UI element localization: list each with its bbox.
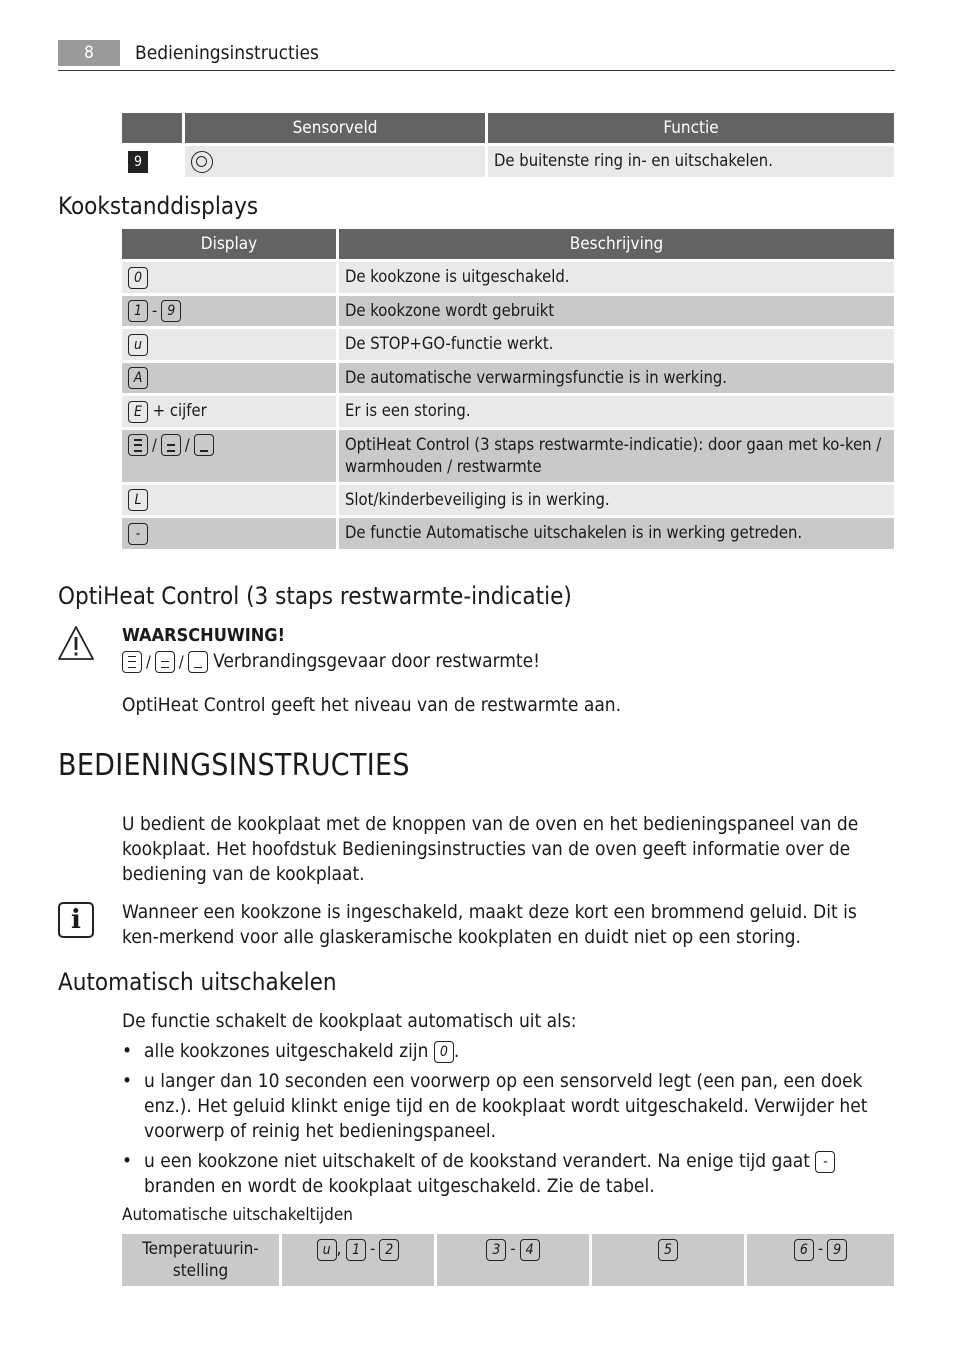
display-a-icon: A (128, 367, 148, 389)
sensor-table (119, 110, 897, 180)
range-dash: - (370, 1239, 376, 1258)
bullet-text: u een kookzone niet uitschakelt of de kookstand verandert. Na enige tijd gaat (144, 1150, 810, 1172)
display-9-icon: 9 (827, 1239, 847, 1261)
display-desc: De automatische verwarmingsfunctie is in werking. (339, 363, 894, 394)
heat-level-1-icon (188, 651, 208, 673)
bullet-after: . (453, 1040, 460, 1062)
warning-title: WAARSCHUWING! (122, 625, 285, 646)
display-9-icon: 9 (161, 300, 181, 322)
display-u-icon: u (317, 1239, 337, 1261)
table-caption: Automatische uitschakeltijden (122, 1205, 353, 1225)
display-2-icon: 2 (379, 1239, 399, 1261)
display-0-icon: 0 (128, 267, 148, 289)
bullet-text: alle kookzones uitgeschakeld zijn (144, 1040, 429, 1062)
display-table-header-display: Display (122, 229, 336, 259)
range-dash: - (152, 300, 158, 320)
ring-icon (191, 151, 213, 173)
list-item (122, 1039, 897, 1064)
comma: , (336, 1239, 342, 1258)
warning-icon (56, 624, 96, 662)
display-desc: De kookzone wordt gebruikt (339, 296, 894, 327)
row-number: 9 (128, 151, 148, 173)
display-u-icon: u (128, 334, 148, 356)
display-3-icon: 3 (486, 1239, 506, 1261)
intro-paragraph: U bedient de kookplaat met de knoppen van de oven en het bedieningspaneel van de kookplaat. Het hoofdstuk Bedieningsinstructies van de oven geeft informatie over de bediening van de kookplaat. (122, 813, 859, 885)
info-icon: i (58, 902, 94, 938)
optiheat-note: OptiHeat Control geeft het niveau van de restwarmte aan. (122, 694, 622, 716)
display-table (119, 226, 897, 552)
heat-level-1-icon (194, 434, 214, 456)
display-desc: OptiHeat Control (3 staps restwarmte-indicatie): door gaan met ko-ken / warmhouden / restwarmte (339, 430, 894, 482)
plus-cijfer-label: + cijfer (152, 401, 207, 420)
info-text: Wanneer een kookzone is ingeschakeld, maakt deze kort een brommend geluid. Dit is ken-merkend voor alle glaskeramische kookplaten en duidt niet op een storing. (122, 901, 857, 948)
display-1-icon: 1 (346, 1239, 366, 1261)
list-item (122, 1069, 897, 1144)
heat-level-3-icon (128, 434, 148, 456)
display-4-icon: 4 (520, 1239, 540, 1261)
slash: / (184, 434, 190, 454)
range-dash: - (510, 1239, 516, 1258)
slash: / (146, 652, 151, 671)
display-l-icon: L (128, 489, 148, 511)
auto-intro: De functie schakelt de kookplaat automatisch uit als: (122, 1010, 577, 1032)
sensor-function: De buitenste ring in- en uitschakelen. (488, 146, 894, 177)
display-desc: Slot/kinderbeveiliging is in werking. (339, 485, 894, 516)
heading-automatisch-uitschakelen: Automatisch uitschakelen (58, 968, 337, 996)
heading-kookstanddisplays: Kookstanddisplays (58, 192, 259, 220)
heading-optiheat: OptiHeat Control (3 staps restwarmte-indicatie) (58, 582, 572, 610)
slash: / (152, 434, 157, 454)
heat-level-2-icon (155, 651, 175, 673)
header-divider (58, 70, 895, 71)
display-0-icon: 0 (434, 1041, 454, 1063)
display-dash-icon: - (815, 1151, 835, 1173)
bullet-text: u langer dan 10 seconden een voorwerp op een sensorveld legt (een pan, een doek enz.). Het geluid klinkt enige tijd en de kookplaat wordt uitgeschakeld. Verwijder het voorwerp of reinig het bedieningspaneel. (144, 1070, 868, 1142)
list-item (122, 1149, 897, 1199)
auto-off-table (119, 1231, 897, 1289)
heat-level-3-icon (122, 651, 142, 673)
heading-bedieningsinstructies: BEDIENINGSINSTRUCTIES (58, 748, 410, 783)
display-1-icon: 1 (128, 300, 148, 322)
display-5-icon: 5 (658, 1239, 678, 1261)
range-dash: - (817, 1239, 824, 1258)
sensor-table-header-sensorveld: Sensorveld (185, 113, 485, 143)
bullet-after: branden en wordt de kookplaat uitgeschakeld. Zie de tabel. (144, 1175, 655, 1197)
display-6-icon: 6 (794, 1239, 814, 1261)
sensor-table-header-functie: Functie (488, 113, 894, 143)
warning-text: Verbrandingsgevaar door restwarmte! (213, 650, 540, 672)
temp-setting-label: Temperatuurin-stelling (122, 1234, 279, 1286)
display-desc: De functie Automatische uitschakelen is in werking getreden. (339, 518, 894, 549)
display-dash-icon: - (128, 523, 148, 545)
heat-level-2-icon (161, 434, 181, 456)
display-desc: De kookzone is uitgeschakeld. (339, 262, 894, 293)
slash: / (178, 652, 184, 671)
sensor-table-header-empty (122, 113, 182, 143)
running-header: Bedieningsinstructies (135, 42, 319, 64)
display-desc: Er is een storing. (339, 396, 894, 427)
warning-line (122, 649, 540, 674)
auto-bullet-list (122, 1039, 897, 1204)
display-table-header-beschrijving: Beschrijving (339, 229, 894, 259)
display-e-icon: E (128, 401, 148, 423)
display-desc: De STOP+GO-functie werkt. (339, 329, 894, 360)
page-number: 8 (58, 40, 120, 66)
